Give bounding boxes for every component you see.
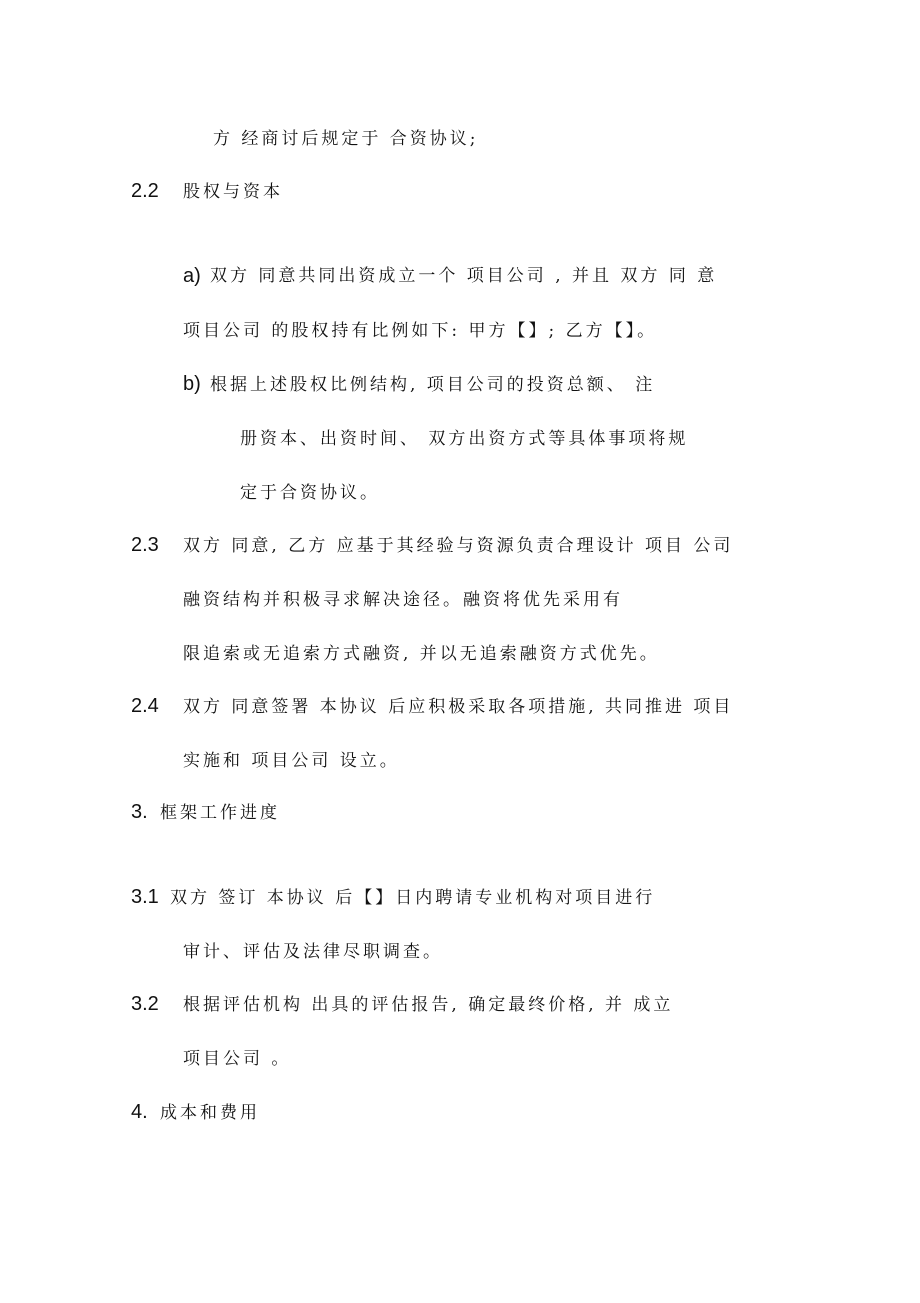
section-2-3-line-3: 限追索或无追索方式融资, 并以无追索融资方式优先。	[183, 644, 660, 664]
section-4-heading: 成本和费用	[160, 1103, 260, 1123]
section-3-1-number: 3.1	[131, 886, 159, 908]
section-3-number: 3.	[131, 801, 148, 823]
item-b-line-1: 根据上述股权比例结构, 项目公司的投资总额、 注	[210, 375, 656, 395]
section-2-4-line-2: 实施和 项目公司 设立。	[183, 751, 400, 771]
item-b-line-2: 册资本、出资时间、 双方出资方式等具体事项将规	[240, 429, 689, 449]
section-2-2-heading: 股权与资本	[183, 182, 283, 202]
section-2-4-line-1: 双方 同意签署 本协议 后应积极采取各项措施, 共同推进 项目	[183, 697, 734, 717]
section-2-4-number: 2.4	[131, 695, 159, 717]
item-a-line-2: 项目公司 的股权持有比例如下: 甲方【】; 乙方【】。	[183, 321, 658, 341]
section-3-2-line-2: 项目公司 。	[183, 1049, 292, 1069]
continued-clause-text: 方 经商讨后规定于 合资协议;	[213, 129, 479, 149]
section-2-3-line-1: 双方 同意, 乙方 应基于其经验与资源负责合理设计 项目 公司	[183, 536, 734, 556]
item-b-line-3: 定于合资协议。	[240, 483, 380, 503]
section-2-3-line-2: 融资结构并积极寻求解决途径。融资将优先采用有	[183, 590, 623, 610]
section-4-number: 4.	[131, 1101, 148, 1123]
section-3-heading: 框架工作进度	[160, 803, 280, 823]
section-2-3-number: 2.3	[131, 534, 159, 556]
section-3-1-line-2: 审计、评估及法律尽职调查。	[183, 942, 443, 962]
item-a-line-1: 双方 同意共同出资成立一个 项目公司 , 并且 双方 同 意	[210, 266, 718, 286]
item-a-marker: a)	[183, 265, 201, 287]
section-3-1-line-1: 双方 签订 本协议 后【】日内聘请专业机构对项目进行	[170, 888, 656, 908]
item-b-marker: b)	[183, 373, 201, 395]
section-3-2-number: 3.2	[131, 993, 159, 1015]
section-2-2-number: 2.2	[131, 180, 159, 202]
section-3-2-line-1: 根据评估机构 出具的评估报告, 确定最终价格, 并 成立	[183, 995, 674, 1015]
